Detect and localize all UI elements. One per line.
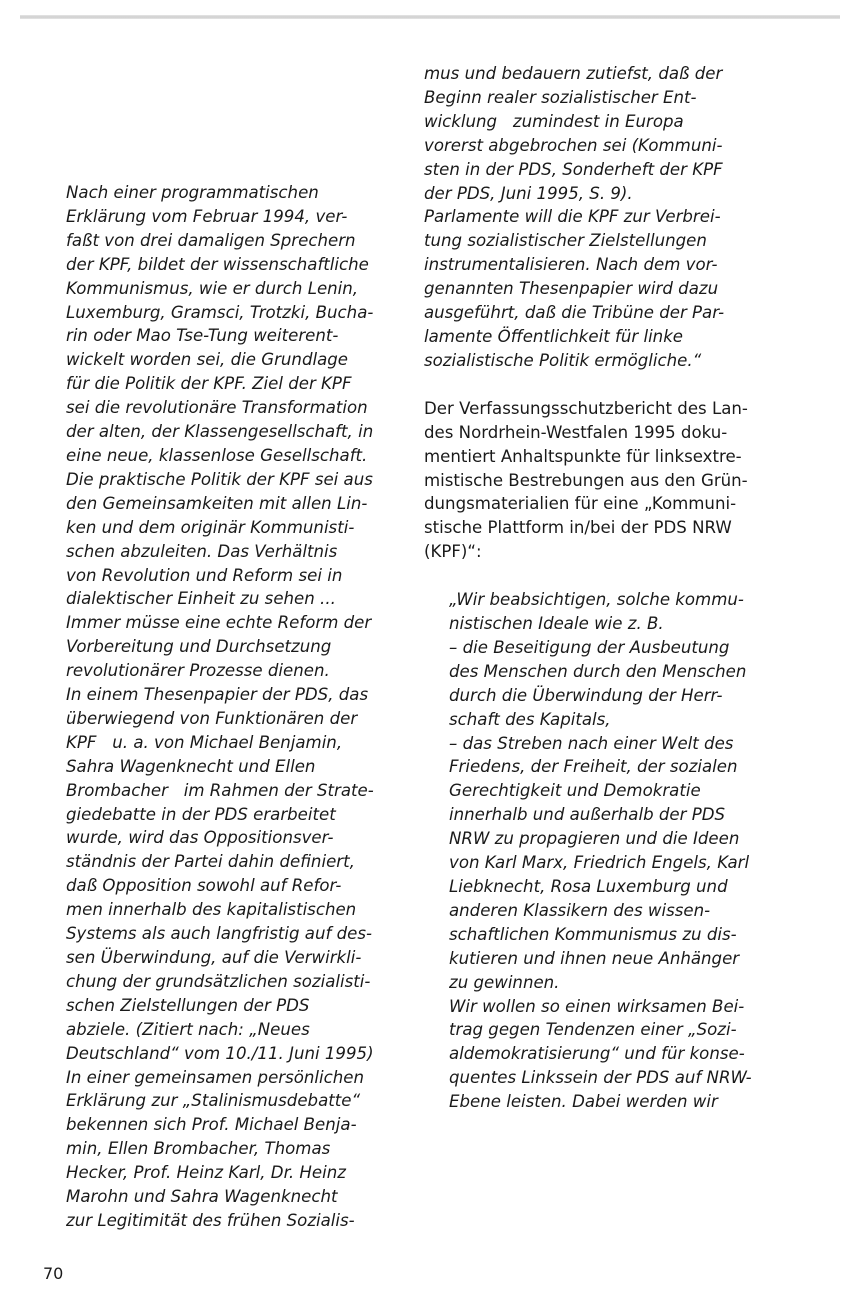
left-line: Brombacher im Rahmen der Strate- (66, 780, 374, 800)
quote-line: nistischen Ideale wie z. B. (449, 614, 664, 634)
left-line: daß Opposition sowohl auf Refor- (66, 876, 342, 896)
left-line: revolutionärer Prozesse dienen. (66, 661, 330, 681)
left-line: von Revolution und Reform sei in (66, 565, 343, 585)
left-line: sei die revolutionäre Transformation (66, 398, 368, 418)
left-line: rin oder Mao Tse-Tung weiterent- (66, 326, 339, 346)
quote-line: kutieren und ihnen neue Anhänger (449, 948, 740, 968)
right-italic-line: genannten Thesenpapier wird dazu (424, 279, 719, 299)
report-line: dungsmaterialien für eine „Kommuni- (424, 494, 737, 514)
left-line: Kommunismus, wie er durch Lenin, (66, 278, 359, 298)
right-italic-line: sozialistische Politik ermögliche.“ (424, 350, 702, 370)
left-line: bekennen sich Prof. Michael Benja- (66, 1115, 357, 1135)
left-line: abziele. (Zitiert nach: „Neues (66, 1019, 310, 1039)
left-line: schen abzuleiten. Das Verhältnis (66, 541, 338, 561)
quote-line: durch die Überwindung der Herr- (449, 685, 723, 705)
left-line: ständnis der Partei dahin definiert, (66, 852, 355, 872)
left-line: Hecker, Prof. Heinz Karl, Dr. Heinz (66, 1163, 346, 1183)
report-line: stische Plattform in/bei der PDS NRW (424, 518, 732, 538)
report-line: mentiert Anhaltspunkte für linksextre- (424, 446, 742, 466)
left-line: Immer müsse eine echte Reform der (66, 613, 372, 633)
left-line: In einer gemeinsamen persönlichen (66, 1067, 365, 1087)
left-column (66, 181, 406, 1233)
quote-block (449, 588, 804, 1114)
left-line: der alten, der Klassengesellschaft, in (66, 422, 374, 442)
left-line: Erklärung vom Februar 1994, ver- (66, 206, 348, 226)
left-line: Luxemburg, Gramsci, Trotzki, Bucha- (66, 302, 374, 322)
right-italic-block (424, 62, 804, 373)
left-line: men innerhalb des kapitalistischen (66, 900, 357, 920)
right-italic-line: tung sozialistischer Zielstellungen (424, 231, 707, 251)
quote-line: Liebknecht, Rosa Luxemburg und (449, 877, 728, 896)
quote-line: Wir wollen so einen wirksamen Bei- (449, 996, 745, 1016)
left-line: wurde, wird das Oppositionsver- (66, 828, 334, 848)
right-italic-line: sten in der PDS, Sonderheft der KPF (424, 159, 723, 179)
left-line: zur Legitimität des frühen Sozialis- (66, 1210, 355, 1230)
left-line: Vorbereitung und Durchsetzung (66, 637, 332, 657)
left-line: Systems als auch langfristig auf des- (66, 924, 372, 944)
left-line: schen Zielstellungen der PDS (66, 995, 310, 1015)
quote-line: anderen Klassikern des wissen- (449, 900, 711, 920)
quote-line: – das Streben nach einer Welt des (449, 733, 734, 753)
quote-line: Ebene leisten. Dabei werden wir (449, 1092, 718, 1112)
quote-line: zu gewinnen. (449, 972, 560, 992)
left-line: Sahra Wagenknecht und Ellen (66, 756, 316, 776)
left-line: eine neue, klassenlose Gesellschaft. (66, 445, 368, 465)
report-line: Der Verfassungsschutzbericht des Lan- (424, 398, 748, 418)
page-number: 70 (43, 1264, 64, 1283)
left-line: überwiegend von Funktionären der (66, 708, 358, 728)
quote-line: von Karl Marx, Friedrich Engels, Karl (449, 853, 750, 873)
right-italic-line: vorerst abgebrochen sei (Kommuni- (424, 135, 723, 155)
quote-line: schaft des Kapitals, (449, 709, 611, 729)
quote-line: trag gegen Tendenzen einer „Sozi- (449, 1020, 737, 1040)
left-line: für die Politik der KPF. Ziel der KPF (66, 374, 352, 394)
left-line: dialektischer Einheit zu sehen ... (66, 589, 336, 609)
report-line: mistische Bestrebungen aus den Grün- (424, 470, 748, 490)
right-italic-line: Beginn realer sozialistischer Ent- (424, 87, 697, 107)
right-italic-line: der PDS, Juni 1995, S. 9). (424, 183, 633, 203)
left-line: den Gemeinsamkeiten mit allen Lin- (66, 493, 368, 513)
quote-line: des Menschen durch den Menschen (449, 661, 747, 681)
quote-line: – die Beseitigung der Ausbeutung (449, 637, 730, 657)
left-line: min, Ellen Brombacher, Thomas (66, 1139, 331, 1159)
right-italic-line: ausgeführt, daß die Tribüne der Par- (424, 303, 725, 323)
quote-line: Gerechtigkeit und Demokratie (449, 781, 701, 801)
right-italic-line: mus und bedauern zutiefst, daß der (424, 64, 723, 83)
left-line: Erklärung zur „Stalinismusdebatte“ (66, 1091, 361, 1111)
left-line: chung der grundsätzlichen sozialisti- (66, 971, 371, 991)
left-line: ken und dem originär Kommunisti- (66, 517, 355, 537)
right-italic-line: wicklung zumindest in Europa (424, 111, 684, 131)
right-italic-line: lamente Öffentlichkeit für linke (424, 326, 684, 346)
quote-line: NRW zu propagieren und die Ideen (449, 829, 740, 849)
quote-line: aldemokratisierung“ und für konse- (449, 1044, 745, 1064)
report-paragraph (424, 397, 804, 564)
right-column (424, 62, 804, 1114)
left-line: faßt von drei damaligen Sprechern (66, 230, 356, 250)
left-line: Nach einer programmatischen (66, 183, 319, 202)
left-line: wickelt worden sei, die Grundlage (66, 350, 349, 370)
quote-line: schaftlichen Kommunismus zu dis- (449, 924, 737, 944)
quote-line: quentes Linkssein der PDS auf NRW- (449, 1068, 752, 1088)
top-rule (20, 15, 840, 19)
left-line: KPF u. a. von Michael Benjamin, (66, 732, 343, 752)
left-line: giedebatte in der PDS erarbeitet (66, 804, 336, 824)
quote-line: innerhalb und außerhalb der PDS (449, 805, 726, 825)
right-italic-line: instrumentalisieren. Nach dem vor- (424, 255, 718, 275)
right-italic-line: Parlamente will die KPF zur Verbrei- (424, 207, 721, 227)
left-line: Die praktische Politik der KPF sei aus (66, 469, 373, 489)
left-line: Marohn und Sahra Wagenknecht (66, 1187, 338, 1207)
quote-line: Friedens, der Freiheit, der sozialen (449, 757, 738, 777)
report-line: (KPF)“: (424, 542, 482, 562)
left-line: In einem Thesenpapier der PDS, das (66, 685, 369, 705)
left-line: der KPF, bildet der wissenschaftliche (66, 254, 369, 274)
report-line: des Nordrhein-Westfalen 1995 doku- (424, 422, 728, 442)
quote-line: „Wir beabsichtigen, solche kommu- (449, 590, 744, 610)
left-line: sen Überwindung, auf die Verwirkli- (66, 948, 362, 967)
left-line: Deutschland“ vom 10./11. Juni 1995) (66, 1043, 374, 1063)
